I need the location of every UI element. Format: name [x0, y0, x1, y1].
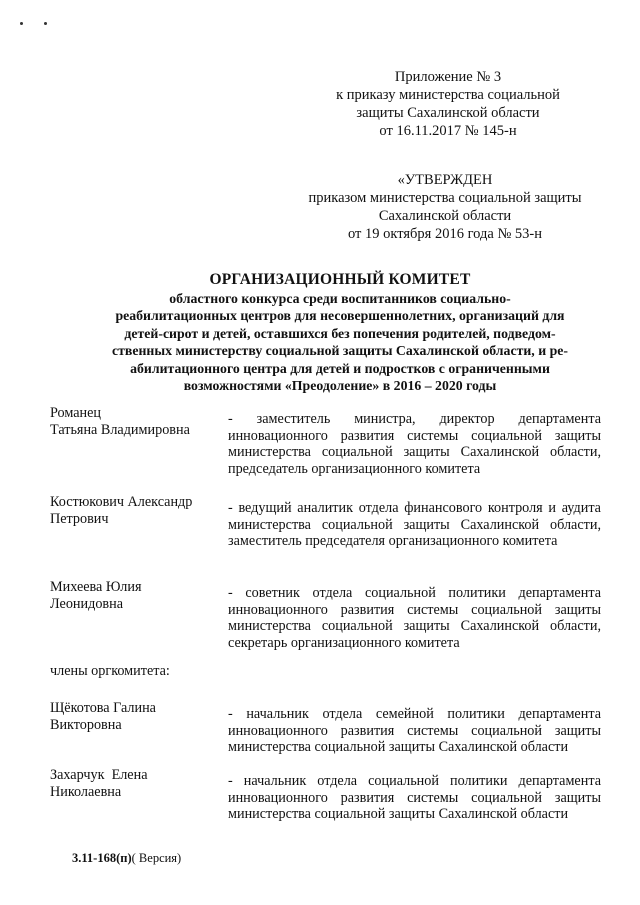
member-name: Костюкович Александр Петрович [50, 494, 193, 527]
appendix-line: к приказу министерства социальной [336, 87, 560, 103]
member-role: - заместитель министра, директор департамента инновационного развития системы социальной защиты министерства социальной защиты Сахалинской области, председатель организационного комитета [228, 411, 601, 477]
document-title [60, 270, 620, 394]
title-line: областного конкурса среди воспитанников социально- [169, 291, 511, 306]
footer-doc-code: 3.11-168(п) [72, 851, 132, 865]
title-line: абилитационного центра для детей и подростков с ограниченными [130, 360, 550, 376]
approval-line: от 19 октября 2016 года № 53-н [347, 226, 542, 242]
appendix-line: защиты Сахалинской области [356, 105, 540, 121]
appendix-line: от 16.11.2017 № 145-н [379, 123, 517, 139]
approval-block [280, 171, 610, 243]
member-role: - ведущий аналитик отдела финансового контроля и аудита министерства социальной защиты Сахалинской области, заместитель председателя организационного комитета [228, 500, 601, 549]
appendix-line: Приложение № 3 [394, 69, 502, 85]
member-role: - советник отдела социальной политики департамента инновационного развития системы социальной защиты министерства социальной защиты Сахалинской области, секретарь организационного комитета [228, 585, 601, 651]
members-label: члены оргкомитета: [50, 663, 170, 679]
member-name: Щёкотова Галина Викторовна [50, 700, 156, 733]
appendix-block [318, 68, 578, 140]
title-line: возможностями «Преодоление» в 2016 – 2020 годы [183, 378, 497, 394]
member-name: Михеева Юлия Леонидовна [50, 579, 142, 612]
title-line: ственных министерству социальной защиты Сахалинской области, и ре- [112, 343, 568, 359]
member-name: Захарчук Елена Николаевна [50, 767, 152, 800]
footer-code [72, 851, 181, 866]
approval-line: Сахалинской области [378, 208, 512, 224]
title-line: реабилитационных центров для несовершеннолетних, организаций для [115, 308, 565, 324]
scan-mark [20, 22, 23, 25]
title-line: детей-сирот и детей, оставшихся без попечения родителей, подведом- [124, 325, 556, 341]
approval-line: «УТВЕРЖДЕН [397, 172, 493, 188]
member-name: Романец Татьяна Владимировна [50, 405, 190, 438]
footer-version: ( Версия) [131, 851, 182, 865]
title-heading: ОРГАНИЗАЦИОННЫЙ КОМИТЕТ [209, 271, 471, 288]
member-role: - начальник отдела семейной политики департамента инновационного развития системы социальной защиты министерства социальной защиты Сахалинской области [228, 706, 601, 755]
scan-mark [44, 22, 47, 25]
member-role: - начальник отдела социальной политики департамента инновационного развития системы социальной защиты министерства социальной защиты Сахалинской области [228, 773, 601, 822]
approval-line: приказом министерства социальной защиты [308, 190, 582, 206]
